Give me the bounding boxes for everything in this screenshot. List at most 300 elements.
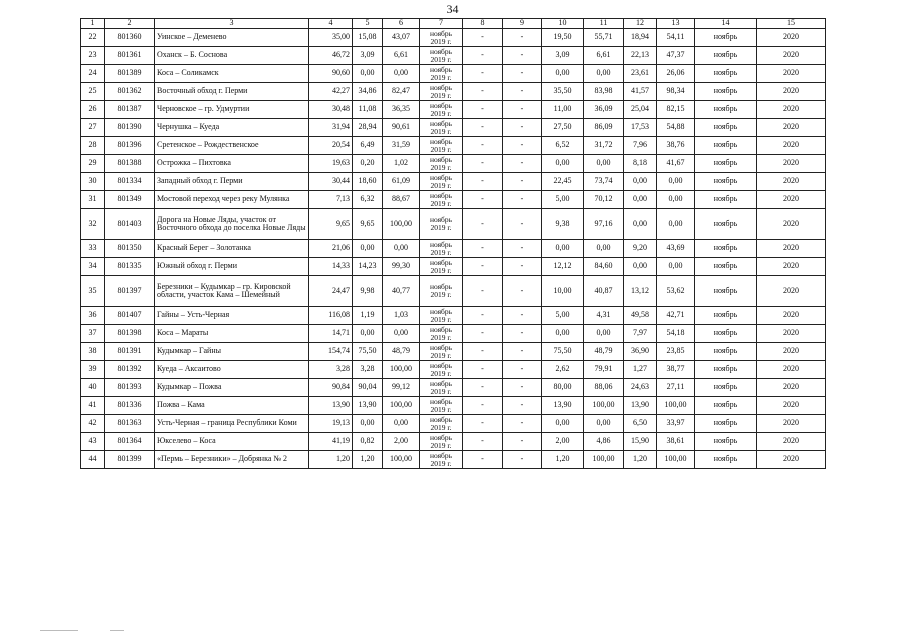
value-6: 2,00 [383, 433, 420, 451]
value-10: 12,12 [542, 258, 584, 276]
value-13: 0,00 [657, 173, 695, 191]
month-cell: ноябрь [695, 119, 757, 137]
value-8: - [463, 47, 503, 65]
value-12: 23,61 [624, 65, 657, 83]
year-cell: 2020 [757, 343, 826, 361]
date-cell: ноябрь 2019 г. [420, 29, 463, 47]
year-cell: 2020 [757, 325, 826, 343]
value-6: 100,00 [383, 361, 420, 379]
row-number: 33 [81, 240, 105, 258]
value-5: 0,00 [353, 415, 383, 433]
length: 20,54 [309, 137, 353, 155]
road-id: 801388 [105, 155, 155, 173]
road-name: Уинское – Деменево [155, 29, 309, 47]
value-12: 1,20 [624, 451, 657, 469]
year-cell: 2020 [757, 47, 826, 65]
table-row [81, 379, 826, 397]
value-8: - [463, 155, 503, 173]
year-cell: 2020 [757, 173, 826, 191]
value-8: - [463, 101, 503, 119]
table-row [81, 240, 826, 258]
value-11: 86,09 [584, 119, 624, 137]
value-12: 7,97 [624, 325, 657, 343]
value-13: 100,00 [657, 397, 695, 415]
value-8: - [463, 397, 503, 415]
value-10: 22,45 [542, 173, 584, 191]
value-6: 61,09 [383, 173, 420, 191]
value-5: 75,50 [353, 343, 383, 361]
value-12: 6,50 [624, 415, 657, 433]
table-row [81, 173, 826, 191]
value-9: - [503, 209, 542, 240]
value-6: 100,00 [383, 451, 420, 469]
value-10: 80,00 [542, 379, 584, 397]
value-8: - [463, 415, 503, 433]
value-12: 25,04 [624, 101, 657, 119]
road-name: Кудымкар – Гайны [155, 343, 309, 361]
month-cell: ноябрь [695, 307, 757, 325]
row-number: 25 [81, 83, 105, 101]
road-name: Березники – Кудымкар – гр. Кировской области, участок Кама – Шемейный [155, 276, 309, 307]
table-row [81, 47, 826, 65]
value-11: 0,00 [584, 65, 624, 83]
value-10: 0,00 [542, 240, 584, 258]
value-9: - [503, 379, 542, 397]
value-10: 3,09 [542, 47, 584, 65]
table-row [81, 191, 826, 209]
value-8: - [463, 29, 503, 47]
date-cell: ноябрь 2019 г. [420, 119, 463, 137]
column-number-cell: 5 [353, 19, 383, 29]
length: 90,60 [309, 65, 353, 83]
value-12: 24,63 [624, 379, 657, 397]
date-cell: ноябрь 2019 г. [420, 325, 463, 343]
column-number-cell: 14 [695, 19, 757, 29]
road-id: 801350 [105, 240, 155, 258]
value-13: 82,15 [657, 101, 695, 119]
table-row [81, 155, 826, 173]
length: 31,94 [309, 119, 353, 137]
column-number-cell: 4 [309, 19, 353, 29]
value-13: 27,11 [657, 379, 695, 397]
length: 19,63 [309, 155, 353, 173]
value-10: 75,50 [542, 343, 584, 361]
value-10: 0,00 [542, 415, 584, 433]
value-12: 13,12 [624, 276, 657, 307]
date-cell: ноябрь 2019 г. [420, 137, 463, 155]
length: 46,72 [309, 47, 353, 65]
value-12: 0,00 [624, 209, 657, 240]
value-5: 3,28 [353, 361, 383, 379]
value-13: 33,97 [657, 415, 695, 433]
value-10: 0,00 [542, 155, 584, 173]
value-11: 0,00 [584, 240, 624, 258]
road-name: Усть-Черная – граница Республики Коми [155, 415, 309, 433]
value-12: 9,20 [624, 240, 657, 258]
table-row [81, 65, 826, 83]
date-cell: ноябрь 2019 г. [420, 47, 463, 65]
value-13: 54,18 [657, 325, 695, 343]
value-9: - [503, 415, 542, 433]
road-id: 801387 [105, 101, 155, 119]
table-row [81, 209, 826, 240]
column-number-cell: 9 [503, 19, 542, 29]
value-12: 0,00 [624, 191, 657, 209]
value-10: 2,62 [542, 361, 584, 379]
column-number-cell: 2 [105, 19, 155, 29]
length: 9,65 [309, 209, 353, 240]
value-10: 6,52 [542, 137, 584, 155]
row-number: 29 [81, 155, 105, 173]
value-6: 40,77 [383, 276, 420, 307]
value-11: 31,72 [584, 137, 624, 155]
value-9: - [503, 29, 542, 47]
page-number: 34 [446, 2, 459, 16]
date-cell: ноябрь 2019 г. [420, 258, 463, 276]
value-11: 100,00 [584, 451, 624, 469]
month-cell: ноябрь [695, 451, 757, 469]
value-5: 28,94 [353, 119, 383, 137]
year-cell: 2020 [757, 451, 826, 469]
value-12: 22,13 [624, 47, 657, 65]
value-12: 13,90 [624, 397, 657, 415]
value-11: 84,60 [584, 258, 624, 276]
month-cell: ноябрь [695, 155, 757, 173]
road-name: Восточный обход г. Перми [155, 83, 309, 101]
value-13: 0,00 [657, 258, 695, 276]
table-row [81, 83, 826, 101]
value-10: 5,00 [542, 307, 584, 325]
length: 42,27 [309, 83, 353, 101]
value-5: 0,20 [353, 155, 383, 173]
row-number: 38 [81, 343, 105, 361]
length: 7,13 [309, 191, 353, 209]
month-cell: ноябрь [695, 240, 757, 258]
column-number-cell: 7 [420, 19, 463, 29]
value-9: - [503, 240, 542, 258]
length: 14,71 [309, 325, 353, 343]
road-id: 801361 [105, 47, 155, 65]
value-12: 0,00 [624, 173, 657, 191]
road-id: 801403 [105, 209, 155, 240]
date-cell: ноябрь 2019 г. [420, 451, 463, 469]
date-cell: ноябрь 2019 г. [420, 307, 463, 325]
value-8: - [463, 65, 503, 83]
year-cell: 2020 [757, 415, 826, 433]
scan-mark [110, 630, 124, 631]
value-6: 1,03 [383, 307, 420, 325]
value-13: 23,85 [657, 343, 695, 361]
value-11: 97,16 [584, 209, 624, 240]
year-cell: 2020 [757, 29, 826, 47]
value-13: 54,11 [657, 29, 695, 47]
value-5: 0,00 [353, 325, 383, 343]
year-cell: 2020 [757, 209, 826, 240]
value-8: - [463, 119, 503, 137]
value-5: 1,19 [353, 307, 383, 325]
year-cell: 2020 [757, 155, 826, 173]
length: 19,13 [309, 415, 353, 433]
month-cell: ноябрь [695, 137, 757, 155]
value-11: 0,00 [584, 415, 624, 433]
length: 1,20 [309, 451, 353, 469]
value-10: 19,50 [542, 29, 584, 47]
value-6: 99,30 [383, 258, 420, 276]
value-13: 100,00 [657, 451, 695, 469]
value-5: 6,32 [353, 191, 383, 209]
road-id: 801334 [105, 173, 155, 191]
value-11: 6,61 [584, 47, 624, 65]
date-cell: ноябрь 2019 г. [420, 240, 463, 258]
value-5: 13,90 [353, 397, 383, 415]
value-5: 14,23 [353, 258, 383, 276]
month-cell: ноябрь [695, 343, 757, 361]
value-9: - [503, 83, 542, 101]
table-row [81, 343, 826, 361]
value-9: - [503, 451, 542, 469]
month-cell: ноябрь [695, 47, 757, 65]
road-id: 801390 [105, 119, 155, 137]
value-10: 5,00 [542, 191, 584, 209]
date-cell: ноябрь 2019 г. [420, 83, 463, 101]
value-9: - [503, 397, 542, 415]
month-cell: ноябрь [695, 29, 757, 47]
value-6: 90,61 [383, 119, 420, 137]
value-11: 88,06 [584, 379, 624, 397]
road-name: Красный Берег – Золотанка [155, 240, 309, 258]
value-5: 11,08 [353, 101, 383, 119]
year-cell: 2020 [757, 101, 826, 119]
month-cell: ноябрь [695, 397, 757, 415]
value-5: 9,98 [353, 276, 383, 307]
road-id: 801362 [105, 83, 155, 101]
length: 21,06 [309, 240, 353, 258]
value-5: 6,49 [353, 137, 383, 155]
road-name: Юкселево – Коса [155, 433, 309, 451]
month-cell: ноябрь [695, 83, 757, 101]
value-6: 0,00 [383, 325, 420, 343]
value-12: 0,00 [624, 258, 657, 276]
value-11: 55,71 [584, 29, 624, 47]
value-6: 0,00 [383, 415, 420, 433]
road-id: 801335 [105, 258, 155, 276]
table-row [81, 397, 826, 415]
month-cell: ноябрь [695, 276, 757, 307]
value-8: - [463, 433, 503, 451]
column-number-row [81, 19, 826, 29]
date-cell: ноябрь 2019 г. [420, 101, 463, 119]
value-11: 48,79 [584, 343, 624, 361]
date-cell: ноябрь 2019 г. [420, 191, 463, 209]
year-cell: 2020 [757, 276, 826, 307]
column-number-cell: 1 [81, 19, 105, 29]
value-9: - [503, 47, 542, 65]
value-13: 54,88 [657, 119, 695, 137]
road-name: Пожва – Кама [155, 397, 309, 415]
value-10: 0,00 [542, 325, 584, 343]
date-cell: ноябрь 2019 г. [420, 415, 463, 433]
road-name: Острожка – Пихтовка [155, 155, 309, 173]
value-9: - [503, 119, 542, 137]
value-11: 40,87 [584, 276, 624, 307]
value-5: 34,86 [353, 83, 383, 101]
value-12: 17,53 [624, 119, 657, 137]
road-name: Черновское – гр. Удмуртии [155, 101, 309, 119]
value-6: 100,00 [383, 209, 420, 240]
value-5: 90,04 [353, 379, 383, 397]
value-6: 48,79 [383, 343, 420, 361]
table-row [81, 433, 826, 451]
road-id: 801363 [105, 415, 155, 433]
value-10: 13,90 [542, 397, 584, 415]
table-row [81, 137, 826, 155]
value-9: - [503, 307, 542, 325]
value-11: 0,00 [584, 155, 624, 173]
value-10: 9,38 [542, 209, 584, 240]
date-cell: ноябрь 2019 г. [420, 343, 463, 361]
value-6: 88,67 [383, 191, 420, 209]
value-13: 38,77 [657, 361, 695, 379]
month-cell: ноябрь [695, 415, 757, 433]
value-13: 98,34 [657, 83, 695, 101]
table-row [81, 451, 826, 469]
row-number: 28 [81, 137, 105, 155]
road-name: Мостовой переход через реку Мулянка [155, 191, 309, 209]
row-number: 27 [81, 119, 105, 137]
value-9: - [503, 433, 542, 451]
table-row [81, 276, 826, 307]
month-cell: ноябрь [695, 361, 757, 379]
value-6: 43,07 [383, 29, 420, 47]
value-12: 8,18 [624, 155, 657, 173]
value-5: 15,08 [353, 29, 383, 47]
value-8: - [463, 307, 503, 325]
value-9: - [503, 276, 542, 307]
length: 30,44 [309, 173, 353, 191]
column-number-cell: 13 [657, 19, 695, 29]
column-number-cell: 10 [542, 19, 584, 29]
value-11: 0,00 [584, 325, 624, 343]
value-9: - [503, 173, 542, 191]
month-cell: ноябрь [695, 191, 757, 209]
road-name: Гайны – Усть-Черная [155, 307, 309, 325]
date-cell: ноябрь 2019 г. [420, 209, 463, 240]
road-id: 801391 [105, 343, 155, 361]
month-cell: ноябрь [695, 433, 757, 451]
value-10: 1,20 [542, 451, 584, 469]
month-cell: ноябрь [695, 173, 757, 191]
value-12: 18,94 [624, 29, 657, 47]
year-cell: 2020 [757, 191, 826, 209]
value-12: 49,58 [624, 307, 657, 325]
road-id: 801407 [105, 307, 155, 325]
value-8: - [463, 379, 503, 397]
year-cell: 2020 [757, 307, 826, 325]
value-6: 99,12 [383, 379, 420, 397]
value-11: 79,91 [584, 361, 624, 379]
year-cell: 2020 [757, 379, 826, 397]
road-name: Оханск – Б. Соснова [155, 47, 309, 65]
value-10: 35,50 [542, 83, 584, 101]
value-9: - [503, 361, 542, 379]
value-5: 9,65 [353, 209, 383, 240]
value-9: - [503, 137, 542, 155]
road-id: 801336 [105, 397, 155, 415]
value-11: 73,74 [584, 173, 624, 191]
month-cell: ноябрь [695, 379, 757, 397]
value-9: - [503, 258, 542, 276]
value-11: 36,09 [584, 101, 624, 119]
column-number-cell: 6 [383, 19, 420, 29]
value-12: 41,57 [624, 83, 657, 101]
length: 90,84 [309, 379, 353, 397]
year-cell: 2020 [757, 361, 826, 379]
road-id: 801398 [105, 325, 155, 343]
value-13: 42,71 [657, 307, 695, 325]
value-10: 27,50 [542, 119, 584, 137]
road-name: Коса – Мараты [155, 325, 309, 343]
value-8: - [463, 173, 503, 191]
row-number: 32 [81, 209, 105, 240]
value-13: 0,00 [657, 209, 695, 240]
row-number: 40 [81, 379, 105, 397]
value-10: 2,00 [542, 433, 584, 451]
year-cell: 2020 [757, 119, 826, 137]
value-9: - [503, 191, 542, 209]
row-number: 43 [81, 433, 105, 451]
value-6: 36,35 [383, 101, 420, 119]
row-number: 24 [81, 65, 105, 83]
value-8: - [463, 451, 503, 469]
year-cell: 2020 [757, 83, 826, 101]
column-number-cell: 15 [757, 19, 826, 29]
value-9: - [503, 155, 542, 173]
row-number: 36 [81, 307, 105, 325]
length: 24,47 [309, 276, 353, 307]
value-5: 3,09 [353, 47, 383, 65]
road-id: 801360 [105, 29, 155, 47]
length: 14,33 [309, 258, 353, 276]
value-12: 15,90 [624, 433, 657, 451]
table-row [81, 258, 826, 276]
table-row [81, 29, 826, 47]
length: 41,19 [309, 433, 353, 451]
value-8: - [463, 258, 503, 276]
value-8: - [463, 83, 503, 101]
value-13: 47,37 [657, 47, 695, 65]
scan-mark [40, 630, 78, 631]
date-cell: ноябрь 2019 г. [420, 155, 463, 173]
road-name: Кудымкар – Пожва [155, 379, 309, 397]
column-number-cell: 11 [584, 19, 624, 29]
row-number: 30 [81, 173, 105, 191]
value-8: - [463, 343, 503, 361]
road-name: Дорога на Новые Ляды, участок от Восточного обхода до поселка Новые Ляды [155, 209, 309, 240]
value-12: 36,90 [624, 343, 657, 361]
year-cell: 2020 [757, 397, 826, 415]
road-name: Куеда – Аксаитово [155, 361, 309, 379]
road-id: 801364 [105, 433, 155, 451]
value-12: 1,27 [624, 361, 657, 379]
column-number-cell: 8 [463, 19, 503, 29]
value-13: 0,00 [657, 191, 695, 209]
road-id: 801397 [105, 276, 155, 307]
table-row [81, 415, 826, 433]
row-number: 37 [81, 325, 105, 343]
month-cell: ноябрь [695, 209, 757, 240]
value-10: 10,00 [542, 276, 584, 307]
road-id: 801396 [105, 137, 155, 155]
